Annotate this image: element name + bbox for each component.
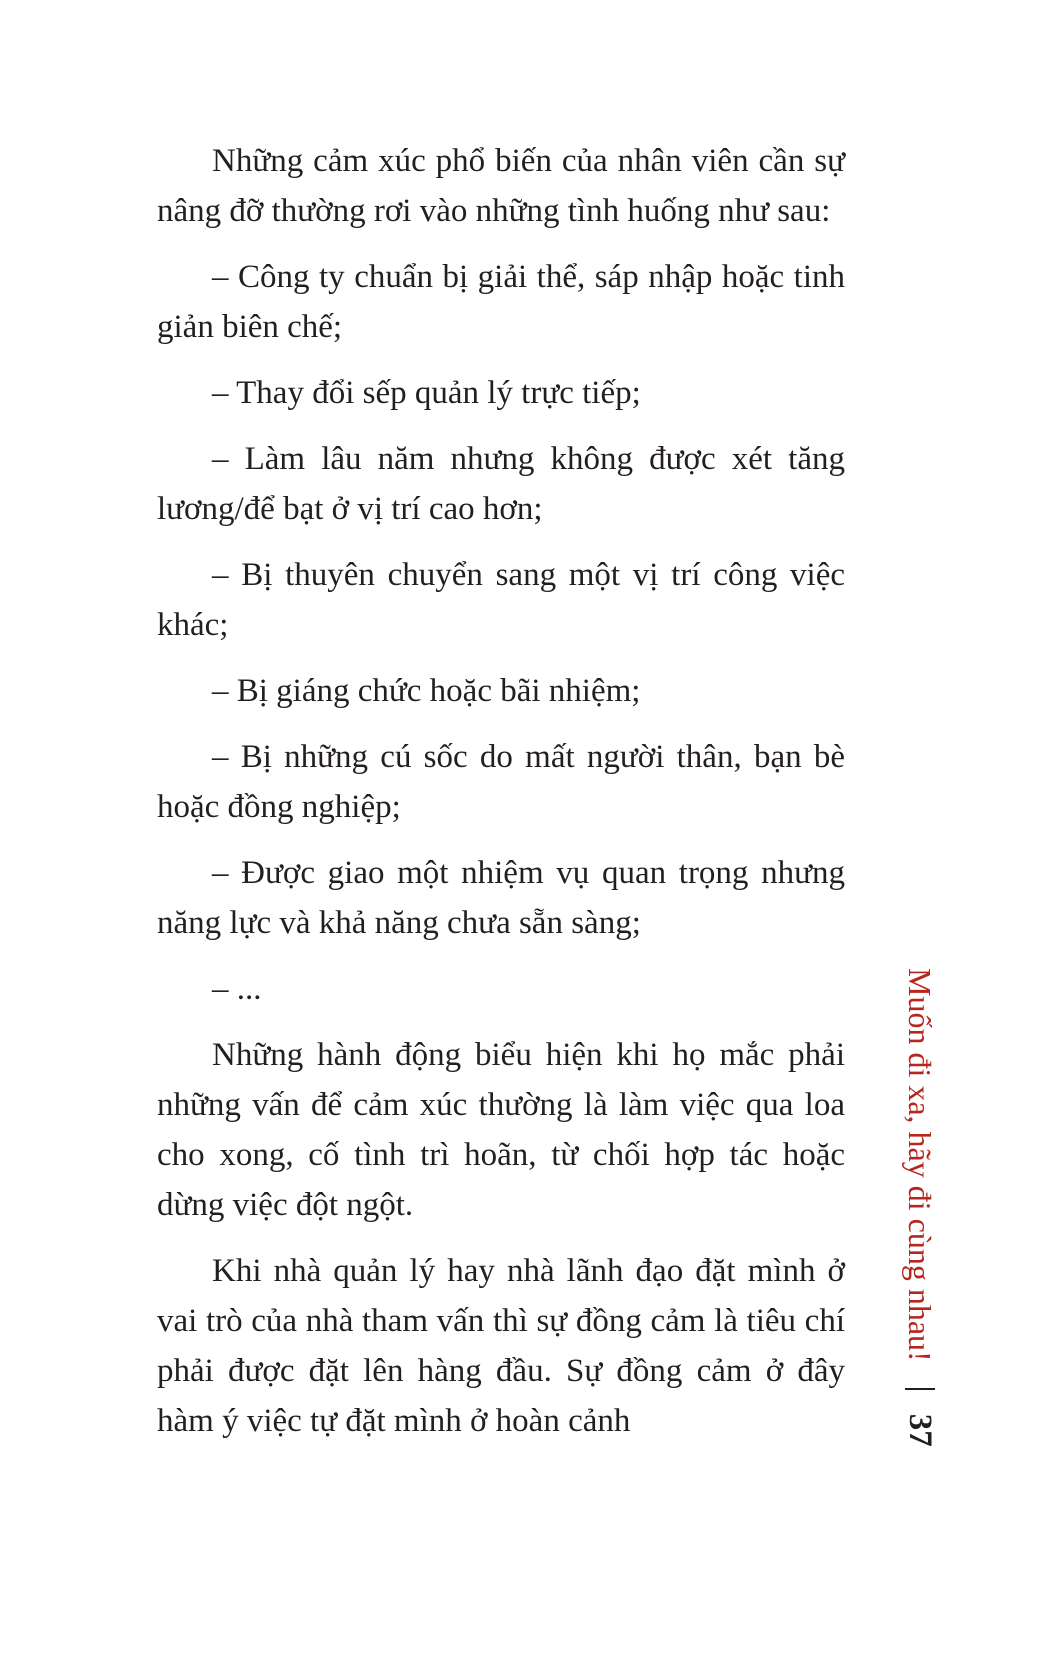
body-text: [157, 136, 845, 1462]
running-header-rotated: [884, 968, 956, 1447]
list-item-no-raise: – Làm lâu năm nhưng không được xét tăng lương/để bạt ở vị trí cao hơn;: [157, 441, 845, 527]
paragraph-behaviors: Những hành động biểu hiện khi họ mắc phải những vấn để cảm xúc thường là làm việc qua loa cho xong, cố tình trì hoãn, từ chối hợp tác hoặc dừng việc đột ngột.: [157, 1037, 845, 1223]
list-item-transfer: – Bị thuyên chuyển sang một vị trí công việc khác;: [157, 557, 845, 643]
paragraph-empathy: Khi nhà quản lý hay nhà lãnh đạo đặt mình ở vai trò của nhà tham vấn thì sự đồng cảm là tiêu chí phải được đặt lên hàng đầu. Sự đồng cảm ở đây hàm ý việc tự đặt mình ở hoàn cảnh: [157, 1253, 845, 1439]
header-separator: [905, 1388, 935, 1390]
list-item-ellipsis: – ...: [212, 971, 262, 1007]
running-header: [884, 968, 964, 1528]
page-number: 37: [902, 1413, 939, 1447]
paragraph-intro: Những cảm xúc phổ biến của nhân viên cần sự nâng đỡ thường rơi vào những tình huống như sau:: [157, 143, 845, 229]
list-item-dissolution: – Công ty chuẩn bị giải thể, sáp nhập hoặc tinh giản biên chế;: [157, 259, 845, 345]
book-title: Muốn đi xa, hãy đi cùng nhau!: [902, 968, 939, 1362]
list-item-loss: – Bị những cú sốc do mất người thân, bạn bè hoặc đồng nghiệp;: [157, 739, 845, 825]
list-item-important-task: – Được giao một nhiệm vụ quan trọng nhưng năng lực và khả năng chưa sẵn sàng;: [157, 855, 845, 941]
list-item-demotion: – Bị giáng chức hoặc bãi nhiệm;: [212, 673, 641, 709]
list-item-manager-change: – Thay đổi sếp quản lý trực tiếp;: [212, 375, 641, 411]
